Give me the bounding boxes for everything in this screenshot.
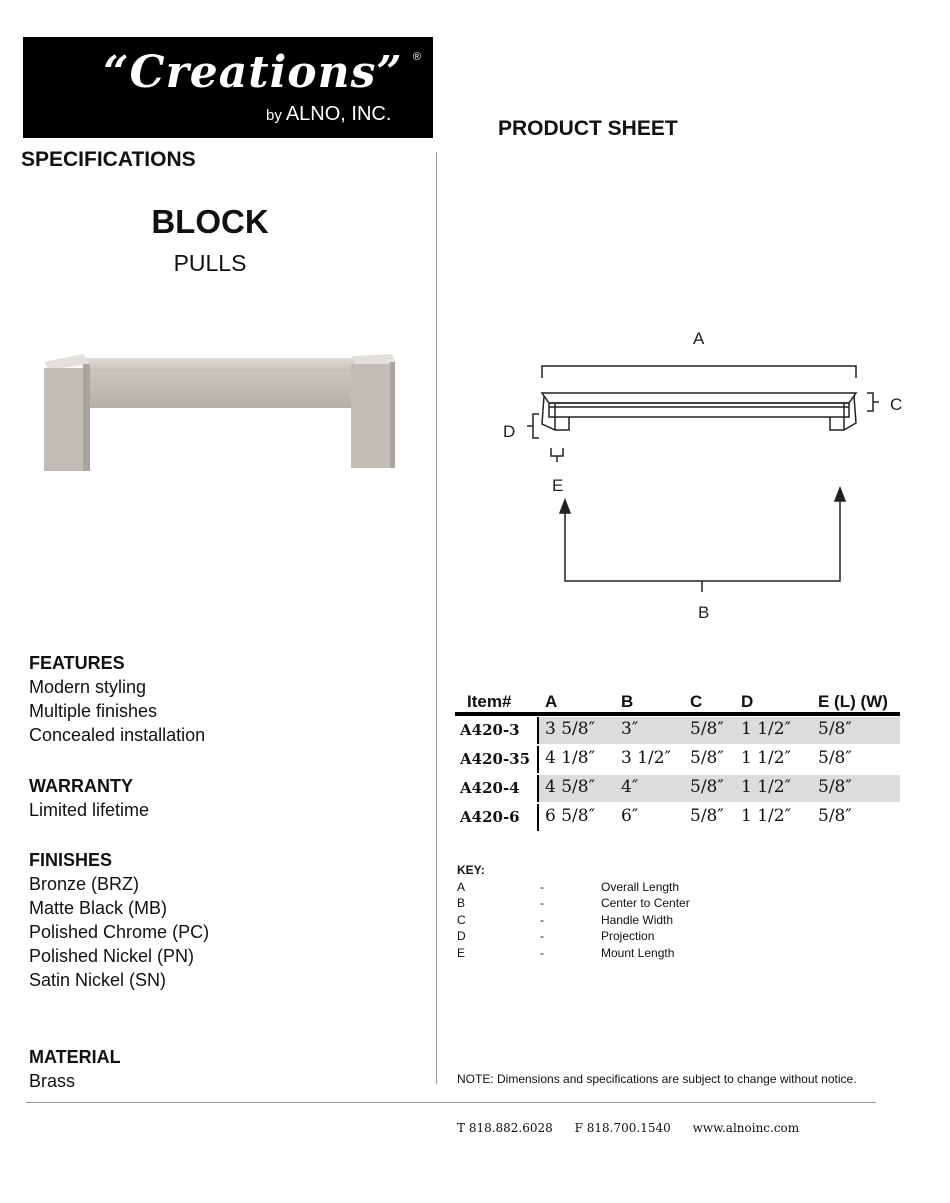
table-cell: 6 5/8″	[545, 806, 595, 826]
table-cell: 5/8″	[818, 777, 852, 797]
specifications-heading: SPECIFICATIONS	[21, 148, 196, 171]
key-dash: -	[540, 879, 544, 894]
finishes-section	[29, 848, 209, 992]
label-c: C	[890, 395, 903, 414]
logo-company: ALNO, INC.	[285, 103, 392, 125]
table-cell: 5/8″	[818, 748, 852, 768]
key-description: Center to Center	[601, 896, 690, 910]
key-dash: -	[540, 945, 544, 960]
finish-item: Satin Nickel (SN)	[29, 970, 167, 990]
finish-item: Matte Black (MB)	[29, 898, 168, 918]
logo-subtitle	[266, 103, 391, 126]
logo	[23, 37, 433, 138]
key-row	[457, 928, 757, 945]
column-header: Item#	[467, 692, 512, 711]
table-row	[455, 803, 900, 832]
disclaimer-note: NOTE: Dimensions and specifications are subject to change without notice.	[457, 1072, 857, 1086]
item-number: A420-3	[460, 721, 520, 739]
footer-divider	[26, 1102, 876, 1103]
key-row	[457, 879, 757, 896]
key-dash: -	[540, 896, 544, 910]
logo-wordmark: “Creations”	[103, 47, 403, 98]
table-row	[455, 745, 900, 774]
product-photo	[40, 350, 400, 475]
feature-item: Modern styling	[29, 677, 147, 697]
fax-number: F 818.700.1540	[574, 1121, 671, 1135]
table-cell: 1 1/2″	[741, 748, 791, 768]
table-cell: 1 1/2″	[741, 806, 791, 826]
dimension-diagram	[495, 320, 915, 630]
column-header: B	[621, 692, 634, 711]
product-sheet-heading: PRODUCT SHEET	[498, 117, 678, 140]
key-dash: -	[540, 929, 544, 943]
column-header: C	[690, 692, 703, 711]
table-cell: 3″	[621, 719, 639, 739]
column-header: E (L) (W)	[818, 692, 888, 711]
key-description: Handle Width	[601, 912, 674, 927]
label-d: D	[503, 422, 516, 441]
finish-item: Polished Nickel (PN)	[29, 946, 195, 966]
key-description: Mount Length	[601, 945, 675, 960]
table-cell: 6″	[621, 806, 639, 826]
warranty-section	[29, 774, 149, 822]
key-letter: D	[457, 929, 466, 943]
finishes-heading: FINISHES	[29, 850, 113, 870]
finish-item: Bronze (BRZ)	[29, 874, 140, 894]
contact-info	[457, 1121, 817, 1135]
feature-item: Multiple finishes	[29, 701, 158, 721]
column-header: D	[741, 692, 754, 711]
key-letter: B	[457, 896, 466, 910]
table-cell: 1 1/2″	[741, 777, 791, 797]
feature-item: Concealed installation	[29, 725, 206, 745]
key-description: Overall Length	[601, 879, 680, 894]
table-cell: 3 5/8″	[545, 719, 595, 739]
vertical-divider	[436, 152, 437, 1084]
material-section	[29, 1045, 121, 1093]
table-cell: 5/8″	[690, 806, 724, 826]
table-header	[455, 689, 900, 716]
product-type: PULLS	[173, 250, 247, 276]
table-cell: 5/8″	[818, 806, 852, 826]
table-cell: 1 1/2″	[741, 719, 791, 739]
table-cell: 4 1/8″	[545, 748, 595, 768]
table-cell: 3 1/2″	[621, 748, 671, 768]
material-heading: MATERIAL	[29, 1047, 121, 1067]
table-cell: 5/8″	[690, 719, 724, 739]
finish-item: Polished Chrome (PC)	[29, 922, 210, 942]
features-heading: FEATURES	[29, 653, 125, 673]
label-e: E	[552, 476, 564, 495]
table-cell: 4″	[621, 777, 639, 797]
features-section	[29, 651, 205, 747]
material-text: Brass	[29, 1071, 76, 1091]
key-letter: E	[457, 945, 466, 960]
logo-by: by	[266, 107, 282, 124]
table-cell: 5/8″	[818, 719, 852, 739]
key-description: Projection	[601, 929, 655, 943]
key-letter: A	[457, 879, 466, 894]
key-row	[457, 945, 757, 962]
item-number: A420-6	[460, 808, 520, 826]
warranty-heading: WARRANTY	[29, 776, 133, 796]
key-heading: KEY:	[457, 863, 485, 877]
product-name: BLOCK	[151, 203, 269, 240]
label-a: A	[693, 329, 705, 348]
item-number: A420-4	[460, 779, 520, 797]
label-b: B	[698, 603, 710, 622]
logo-registered-mark: ®	[412, 51, 421, 63]
column-header: A	[545, 692, 558, 711]
table-cell: 4 5/8″	[545, 777, 595, 797]
table-cell: 5/8″	[690, 748, 724, 768]
website-link[interactable]: www.alnoinc.com	[692, 1121, 800, 1135]
key-letter: C	[457, 912, 466, 927]
table-row	[455, 716, 900, 745]
key-row	[457, 895, 757, 912]
warranty-text: Limited lifetime	[29, 800, 150, 820]
table-cell: 5/8″	[690, 777, 724, 797]
table-row	[455, 774, 900, 803]
item-number: A420-35	[460, 750, 531, 768]
key-legend	[457, 862, 757, 961]
phone-number: T 818.882.6028	[457, 1121, 553, 1135]
key-row	[457, 912, 757, 929]
dimensions-table	[455, 689, 900, 832]
key-dash: -	[540, 912, 544, 927]
